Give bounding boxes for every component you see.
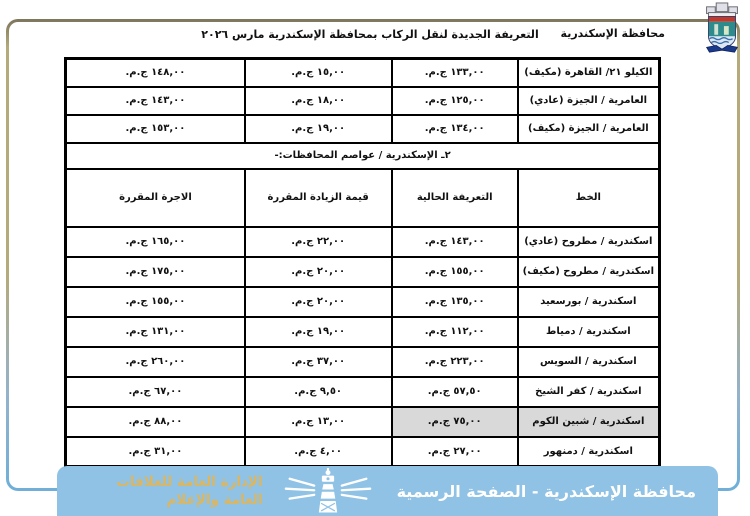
governorate-emblem-icon — [702, 2, 742, 56]
line-name: اسكندرية / بورسعيد — [518, 287, 660, 317]
current-tariff: ٧٥,٠٠ ج.م. — [392, 407, 518, 437]
lighthouse-icon — [273, 468, 383, 514]
new-fare: ١٦٥,٠٠ ج.م. — [66, 227, 245, 257]
org-name: محافظة الإسكندرية — [560, 27, 665, 40]
line-name: اسكندرية / السويس — [518, 347, 660, 377]
line-name: اسكندرية / كفر الشيخ — [518, 377, 660, 407]
new-fare: ١٤٨,٠٠ ج.م. — [66, 59, 245, 87]
table-row — [66, 437, 660, 467]
col-header-line: الخط — [518, 169, 660, 227]
table-row — [66, 87, 660, 115]
increase-value: ٢٢,٠٠ ج.م. — [245, 227, 392, 257]
current-tariff: ١٣٣,٠٠ ج.م. — [392, 59, 518, 87]
new-fare: ١٧٥,٠٠ ج.م. — [66, 257, 245, 287]
increase-value: ١٣,٠٠ ج.م. — [245, 407, 392, 437]
increase-value: ٤,٠٠ ج.م. — [245, 437, 392, 467]
increase-value: ٩,٥٠ ج.م. — [245, 377, 392, 407]
table-row — [66, 115, 660, 143]
page-title: التعريفة الجديدة لنقل الركاب بمحافظة الإسكندرية مارس ٢٠٢٦ — [201, 28, 539, 41]
line-name: الكيلو ٢١/ القاهرة (مكيف) — [518, 59, 660, 87]
current-tariff: ٢٢٣,٠٠ ج.م. — [392, 347, 518, 377]
section-header-row — [66, 143, 660, 169]
increase-value: ١٥,٠٠ ج.م. — [245, 59, 392, 87]
col-header-current: التعريفة الحالية — [392, 169, 518, 227]
table-row — [66, 227, 660, 257]
increase-value: ٣٧,٠٠ ج.م. — [245, 347, 392, 377]
table-row-highlighted — [66, 407, 660, 437]
footer-official-page-label: محافظة الإسكندرية - الصفحة الرسمية — [396, 481, 696, 501]
increase-value: ٢٠,٠٠ ج.م. — [245, 257, 392, 287]
table-row — [66, 59, 660, 87]
new-fare: ٣١,٠٠ ج.م. — [66, 437, 245, 467]
current-tariff: ١٥٥,٠٠ ج.م. — [392, 257, 518, 287]
current-tariff: ١٣٤,٠٠ ج.م. — [392, 115, 518, 143]
line-name: اسكندرية / دمياط — [518, 317, 660, 347]
current-tariff: ١٣٥,٠٠ ج.م. — [392, 287, 518, 317]
line-name: اسكندرية / شبين الكوم — [518, 407, 660, 437]
current-tariff: ٢٧,٠٠ ج.م. — [392, 437, 518, 467]
col-header-increase: قيمة الزيادة المقررة — [245, 169, 392, 227]
new-fare: ١٥٣,٠٠ ج.م. — [66, 115, 245, 143]
line-name: اسكندرية / مطروح (مكيف) — [518, 257, 660, 287]
line-name: اسكندرية / مطروح (عادي) — [518, 227, 660, 257]
line-name: اسكندرية / دمنهور — [518, 437, 660, 467]
table-row — [66, 347, 660, 377]
tariff-table — [64, 57, 661, 468]
footer-banner — [57, 466, 718, 516]
new-fare: ١٤٣,٠٠ ج.م. — [66, 87, 245, 115]
new-fare: ١٥٥,٠٠ ج.م. — [66, 287, 245, 317]
increase-value: ١٨,٠٠ ج.م. — [245, 87, 392, 115]
increase-value: ١٩,٠٠ ج.م. — [245, 115, 392, 143]
table-row — [66, 287, 660, 317]
table-row — [66, 257, 660, 287]
line-name: العامرية / الجيزة (مكيف) — [518, 115, 660, 143]
current-tariff: ١٤٣,٠٠ ج.م. — [392, 227, 518, 257]
section-title: ٢ـ الإسكندرية / عواصم المحافظات:- — [66, 143, 660, 169]
new-fare: ٦٧,٠٠ ج.م. — [66, 377, 245, 407]
footer-department-label: الإدارة العامة للعلاقات العامة والإعلام — [116, 473, 263, 508]
new-fare: ١٣١,٠٠ ج.م. — [66, 317, 245, 347]
increase-value: ٢٠,٠٠ ج.م. — [245, 287, 392, 317]
col-header-fare: الاجرة المقررة — [66, 169, 245, 227]
table-row — [66, 377, 660, 407]
current-tariff: ١١٢,٠٠ ج.م. — [392, 317, 518, 347]
new-fare: ٨٨,٠٠ ج.م. — [66, 407, 245, 437]
line-name: العامرية / الجيزة (عادي) — [518, 87, 660, 115]
new-fare: ٢٦٠,٠٠ ج.م. — [66, 347, 245, 377]
increase-value: ١٩,٠٠ ج.م. — [245, 317, 392, 347]
current-tariff: ١٢٥,٠٠ ج.م. — [392, 87, 518, 115]
table-row — [66, 317, 660, 347]
current-tariff: ٥٧,٥٠ ج.م. — [392, 377, 518, 407]
column-header-row — [66, 169, 660, 227]
